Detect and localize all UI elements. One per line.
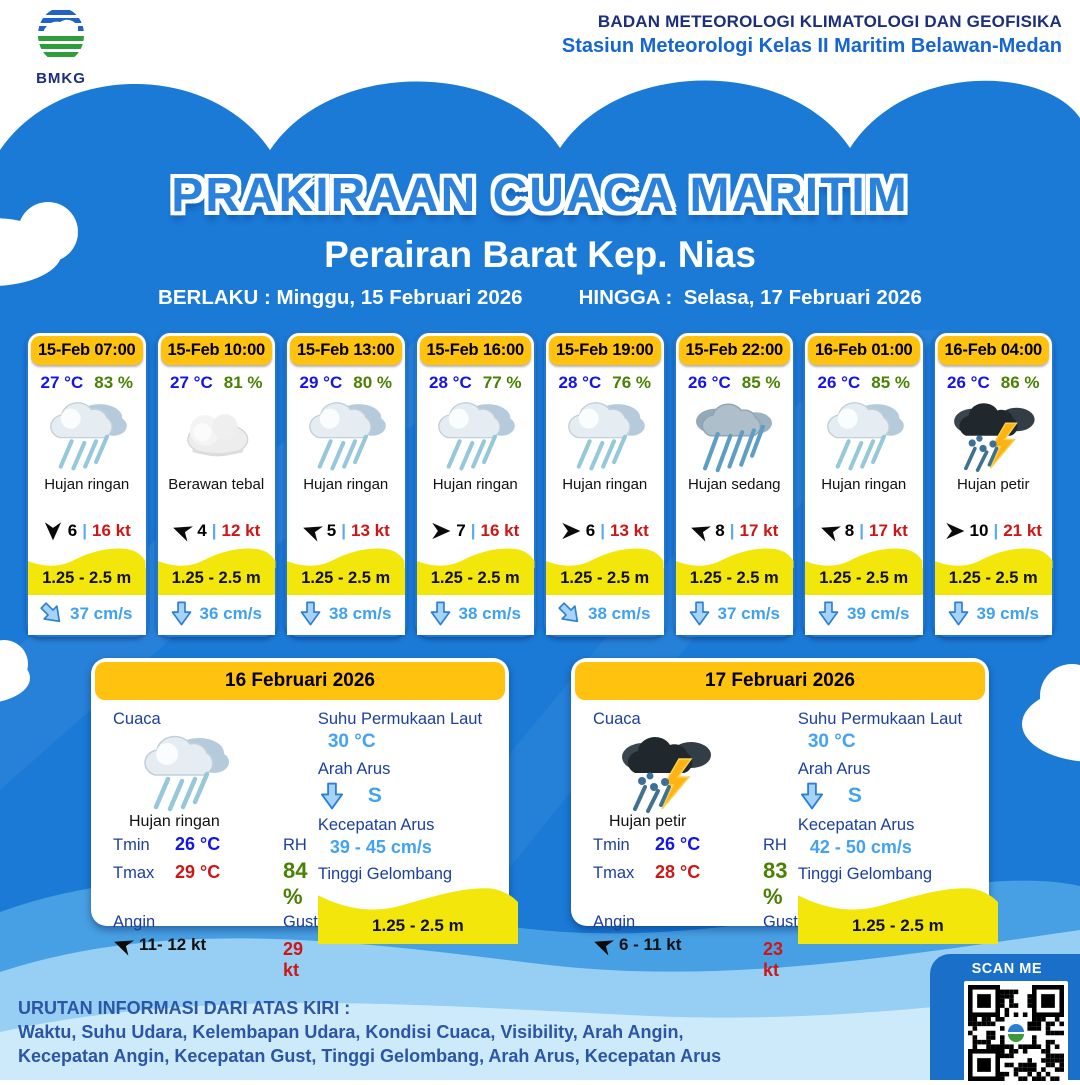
gust-speed: 13 kt [350, 521, 390, 540]
rh-label: RH [283, 836, 307, 854]
wave-shape [676, 546, 794, 568]
gust-speed: 16 kt [480, 521, 520, 540]
wind-row [546, 521, 664, 541]
wave-height: 1.25 - 2.5 m [28, 568, 146, 595]
wind-direction-icon [590, 932, 616, 958]
wave-height: 1.25 - 2.5 m [546, 568, 664, 595]
gust-value: 23 kt [763, 939, 784, 980]
sst-value: 30 °C [327, 731, 376, 752]
air-temperature: 27 °C [40, 373, 84, 392]
weather-icon [158, 394, 276, 474]
wave-shape [287, 546, 405, 568]
gust-speed: 17 kt [739, 521, 779, 540]
wind-direction-icon [945, 521, 965, 541]
current-direction-value: S [847, 784, 862, 807]
temp-humidity-row [546, 373, 664, 393]
arah-arus-label: Arah Arus [317, 760, 391, 778]
wind-row [935, 521, 1053, 541]
bmkg-logo [26, 6, 96, 87]
weather-condition: Hujan ringan [129, 813, 220, 830]
current-direction-icon [948, 601, 969, 626]
wind-direction-icon [169, 518, 195, 544]
hourly-forecast-row [26, 331, 1054, 637]
weather-condition: Berawan tebal [168, 476, 265, 493]
wind-direction-icon [43, 521, 63, 541]
temp-humidity-row [158, 373, 276, 393]
wave-shape [28, 546, 146, 568]
rh-value: 83 % [763, 858, 788, 909]
page-title: PRAKIRAAN CUACA MARITIM [171, 169, 909, 222]
wave-height-band [417, 546, 535, 595]
current-speed: 39 cm/s [976, 603, 1039, 623]
weather-condition: Hujan petir [609, 813, 687, 830]
wind-speed: 8 [844, 521, 855, 540]
wave-height: 1.25 - 2.5 m [798, 916, 998, 944]
wave-shape [546, 546, 664, 568]
wind-value-row [593, 935, 763, 955]
air-temperature: 26 °C [947, 373, 990, 392]
weather-icon [28, 394, 146, 474]
wind-speed: 8 [715, 521, 725, 540]
wind-speed-range: 11- 12 kt [139, 935, 207, 954]
temp-humidity-row [935, 373, 1053, 393]
current-direction-icon [800, 782, 824, 810]
separator: | [211, 521, 217, 540]
weather-icon [546, 394, 664, 474]
wave-height-band [798, 886, 998, 944]
sst-value: 30 °C [807, 731, 856, 752]
separator: | [600, 521, 605, 540]
weather-icon [131, 729, 318, 813]
current-direction-icon [553, 597, 586, 630]
wind-speed: 7 [456, 521, 466, 540]
weather-icon [805, 394, 923, 474]
bmkg-logo-text: BMKG [36, 70, 86, 87]
humidity: 85 % [741, 373, 781, 392]
validity-period [0, 286, 1080, 310]
scan-panel [930, 954, 1080, 1080]
cuaca-label: Cuaca [593, 710, 641, 728]
hourly-forecast-card [156, 331, 278, 637]
wind-value-row [113, 935, 283, 955]
wind-row [417, 521, 535, 541]
daily-body [91, 704, 509, 993]
footer-line1: URUTAN INFORMASI DARI ATAS KIRI : [18, 997, 351, 1018]
wind-speed: 6 [67, 521, 78, 540]
separator: | [993, 521, 999, 540]
weather-condition: Hujan ringan [821, 476, 907, 493]
current-speed: 38 cm/s [329, 603, 392, 623]
wind-speed: 6 [585, 521, 596, 540]
kec-arus-label: Kecepatan Arus [317, 816, 435, 834]
wave-shape [935, 546, 1053, 568]
current-direction-row [320, 782, 518, 810]
current-row [158, 595, 276, 635]
tmax-label: Tmax [593, 864, 635, 882]
tmin-label: Tmin [593, 836, 630, 854]
weather-condition: Hujan ringan [562, 476, 648, 493]
wave-height-band [676, 546, 794, 595]
tmin-value: 26 °C [175, 834, 221, 854]
footer-legend [18, 996, 898, 1068]
weather-condition: Hujan ringan [303, 476, 389, 493]
wave-height: 1.25 - 2.5 m [935, 568, 1053, 595]
weather-icon [611, 729, 798, 813]
wave-height: 1.25 - 2.5 m [417, 568, 535, 595]
kec-arus-value: 39 - 45 cm/s [329, 837, 432, 857]
gelombang-label: Tinggi Gelombang [797, 865, 933, 883]
humidity: 77 % [482, 373, 522, 392]
wind-row [28, 521, 146, 541]
hourly-forecast-card [803, 331, 925, 637]
separator: | [470, 521, 476, 540]
wave-height: 1.25 - 2.5 m [805, 568, 923, 595]
wave-shape [318, 886, 518, 916]
wave-shape [417, 546, 535, 568]
current-row [546, 595, 664, 635]
wave-height-band [158, 546, 276, 595]
temp-humidity-row [417, 373, 535, 393]
current-speed: 37 cm/s [717, 603, 780, 623]
current-direction-icon [689, 601, 710, 626]
wind-direction-icon [817, 518, 843, 544]
agency-name: BADAN METEOROLOGI KLIMATOLOGI DAN GEOFISIKA [597, 12, 1062, 31]
hourly-forecast-card [544, 331, 666, 637]
gust-speed: 21 kt [1003, 521, 1042, 540]
weather-icon [287, 394, 405, 474]
current-speed: 39 cm/s [847, 603, 910, 623]
weather-condition: Hujan sedang [687, 476, 781, 493]
wave-height: 1.25 - 2.5 m [158, 568, 276, 595]
temp-humidity-row [287, 373, 405, 393]
wind-row [287, 521, 405, 541]
angin-label: Angin [113, 913, 156, 931]
humidity: 85 % [871, 373, 910, 392]
wave-shape [158, 546, 276, 568]
wave-height: 1.25 - 2.5 m [287, 568, 405, 595]
wind-row [158, 521, 276, 541]
humidity: 81 % [223, 373, 263, 392]
gust-speed: 16 kt [91, 521, 131, 540]
weather-icon [935, 394, 1053, 474]
wave-height-band [287, 546, 405, 595]
gust-value: 29 kt [283, 939, 304, 980]
kec-arus-label: Kecepatan Arus [797, 816, 915, 834]
forecast-time: 15-Feb 22:00 [679, 336, 791, 365]
wind-speed-range: 6 - 11 kt [619, 935, 682, 954]
current-speed: 38 cm/s [588, 603, 651, 623]
wave-height-band [318, 886, 518, 944]
forecast-time: 16-Feb 01:00 [808, 336, 920, 365]
gust-label: Gust [283, 913, 318, 931]
separator: | [729, 521, 735, 540]
wind-speed: 4 [197, 521, 207, 540]
institution-header [562, 12, 1062, 58]
tmax-label: Tmax [113, 864, 155, 882]
bmkg-logo-icon [32, 6, 90, 64]
current-direction-icon [320, 782, 344, 810]
hourly-forecast-card [933, 331, 1055, 637]
rh-value: 84 % [283, 858, 308, 909]
wave-shape [798, 886, 998, 916]
hourly-forecast-card [26, 331, 148, 637]
weather-condition: Hujan ringan [44, 476, 130, 493]
hingga-text: HINGGA : Selasa, 17 Februari 2026 [578, 286, 922, 309]
rh-label: RH [763, 836, 787, 854]
hourly-forecast-card [674, 331, 796, 637]
wind-direction-icon [687, 518, 713, 544]
separator: | [82, 521, 87, 540]
arah-arus-label: Arah Arus [797, 760, 871, 778]
weather-icon [676, 394, 794, 474]
tmin-label: Tmin [113, 836, 150, 854]
weather-icon [417, 394, 535, 474]
qr-code [964, 981, 1068, 1085]
air-temperature: 26 °C [817, 373, 861, 392]
area-subtitle: Perairan Barat Kep. Nias [324, 234, 756, 275]
forecast-time: 15-Feb 19:00 [549, 336, 661, 365]
berlaku-text: BERLAKU : Minggu, 15 Februari 2026 [158, 286, 523, 309]
current-row [805, 595, 923, 635]
current-direction-icon [300, 601, 321, 626]
current-row [935, 595, 1053, 635]
wave-height: 1.25 - 2.5 m [318, 916, 518, 944]
daily-summary-card [91, 658, 509, 980]
current-direction-value: S [367, 784, 382, 807]
forecast-time: 15-Feb 10:00 [161, 336, 273, 365]
current-row [28, 595, 146, 635]
air-temperature: 29 °C [299, 373, 343, 392]
wave-height-band [28, 546, 146, 595]
footer-line2: Waktu, Suhu Udara, Kelembapan Udara, Kondisi Cuaca, Visibility, Arah Angin, [18, 1021, 684, 1042]
current-direction-icon [430, 601, 451, 626]
footer-line3: Kecepatan Angin, Kecepatan Gust, Tinggi Gelombang, Arah Arus, Kecepatan Arus [18, 1045, 722, 1066]
weather-condition: Hujan ringan [432, 476, 518, 493]
humidity: 86 % [1000, 373, 1040, 392]
current-row [287, 595, 405, 635]
current-direction-icon [818, 601, 839, 626]
air-temperature: 26 °C [688, 373, 731, 392]
station-name: Stasiun Meteorologi Kelas II Maritim Belawan-Medan [561, 35, 1062, 57]
angin-label: Angin [593, 913, 636, 931]
tmin-value: 26 °C [655, 834, 701, 854]
wave-shape [805, 546, 923, 568]
temp-humidity-row [28, 373, 146, 393]
sst-label: Suhu Permukaan Laut [797, 710, 963, 728]
separator: | [859, 521, 864, 540]
gust-label: Gust [763, 913, 798, 931]
forecast-time: 15-Feb 07:00 [31, 336, 143, 365]
wind-row [676, 521, 794, 541]
current-speed: 36 cm/s [199, 603, 262, 623]
gust-speed: 12 kt [221, 521, 261, 540]
current-row [417, 595, 535, 635]
air-temperature: 27 °C [170, 373, 213, 392]
weather-condition: Hujan petir [956, 476, 1030, 493]
hourly-forecast-card [285, 331, 407, 637]
gelombang-label: Tinggi Gelombang [317, 865, 453, 883]
air-temperature: 28 °C [558, 373, 602, 392]
current-direction-icon [35, 597, 68, 630]
scan-me-label: SCAN ME [971, 961, 1042, 977]
daily-date: 17 Februari 2026 [575, 662, 985, 700]
cuaca-label: Cuaca [113, 710, 161, 728]
separator: | [341, 521, 346, 540]
sst-label: Suhu Permukaan Laut [317, 710, 483, 728]
daily-summary-card [571, 658, 989, 980]
humidity: 76 % [612, 373, 651, 392]
forecast-time: 15-Feb 16:00 [420, 336, 532, 365]
tmax-value: 29 °C [175, 862, 221, 882]
current-row [676, 595, 794, 635]
forecast-time: 16-Feb 04:00 [938, 336, 1050, 365]
wind-speed: 5 [326, 521, 337, 540]
wind-direction-icon [110, 932, 136, 958]
hourly-forecast-card [415, 331, 537, 637]
gust-speed: 13 kt [609, 521, 649, 540]
wind-direction-icon [561, 521, 581, 541]
gust-speed: 17 kt [868, 521, 908, 540]
humidity: 83 % [94, 373, 133, 392]
current-speed: 38 cm/s [458, 603, 521, 623]
temp-humidity-row [805, 373, 923, 393]
air-temperature: 28 °C [429, 373, 472, 392]
wave-height-band [805, 546, 923, 595]
wind-speed: 10 [969, 521, 989, 540]
kec-arus-value: 42 - 50 cm/s [809, 837, 912, 857]
wind-direction-icon [299, 518, 325, 544]
forecast-time: 15-Feb 13:00 [290, 336, 402, 365]
wave-height-band [546, 546, 664, 595]
temp-humidity-row [676, 373, 794, 393]
current-speed: 37 cm/s [70, 603, 133, 623]
tmax-value: 28 °C [655, 862, 701, 882]
current-direction-icon [171, 601, 192, 626]
wave-height: 1.25 - 2.5 m [676, 568, 794, 595]
wind-direction-icon [431, 521, 451, 541]
wave-height-band [935, 546, 1053, 595]
wind-row [805, 521, 923, 541]
daily-date: 16 Februari 2026 [95, 662, 505, 700]
daily-body [571, 704, 989, 993]
humidity: 80 % [353, 373, 392, 392]
current-direction-row [800, 782, 998, 810]
